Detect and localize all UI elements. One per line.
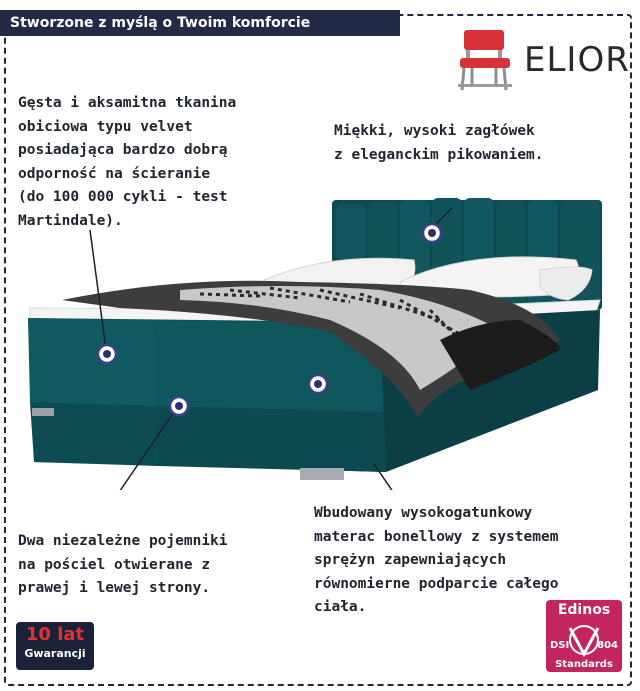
containers-description: Dwa niezależne pojemniki na pościel otwierane z prawej i lewej strony.	[18, 533, 228, 596]
hotspot-containers[interactable]	[170, 397, 188, 415]
hotspot-mattress[interactable]	[309, 375, 327, 393]
header-banner: Stworzone z myślą o Twoim komforcie	[0, 10, 400, 36]
certificate-number: 804	[597, 640, 618, 651]
headboard-description: Miękki, wysoki zagłówek z eleganckim pikowaniem.	[334, 123, 544, 163]
certificate-dsi: DSI	[550, 640, 570, 651]
fabric-description: Gęsta i aksamitna tkanina obiciowa typu velvet posiadająca bardzo dobrą odporność na ścieranie (do 100 000 cykli - test Martindale).	[18, 95, 237, 229]
warranty-label: Gwarancji	[24, 647, 86, 660]
chair-logo-icon	[456, 28, 518, 92]
bed-foot-center	[300, 468, 344, 480]
certificate-name: Edinos	[557, 602, 611, 618]
certificate-standard: Standards	[555, 659, 613, 670]
bed-foot-left	[32, 408, 54, 416]
brand-logo	[456, 28, 630, 98]
warranty-years: 10 lat	[25, 624, 85, 645]
certificate-seal-icon	[546, 618, 622, 658]
mattress-description: Wbudowany wysokogatunkowy materac bonellowy z systemem sprężyn zapewniających równomierne podparcie całego ciała.	[314, 505, 559, 615]
hotspot-headboard[interactable]	[423, 224, 441, 242]
hotspot-fabric[interactable]	[98, 345, 116, 363]
warranty-badge	[16, 622, 94, 670]
certificate-badge	[546, 600, 622, 672]
bed-illustration	[0, 190, 640, 490]
brand-name: ELIOR	[524, 40, 630, 80]
